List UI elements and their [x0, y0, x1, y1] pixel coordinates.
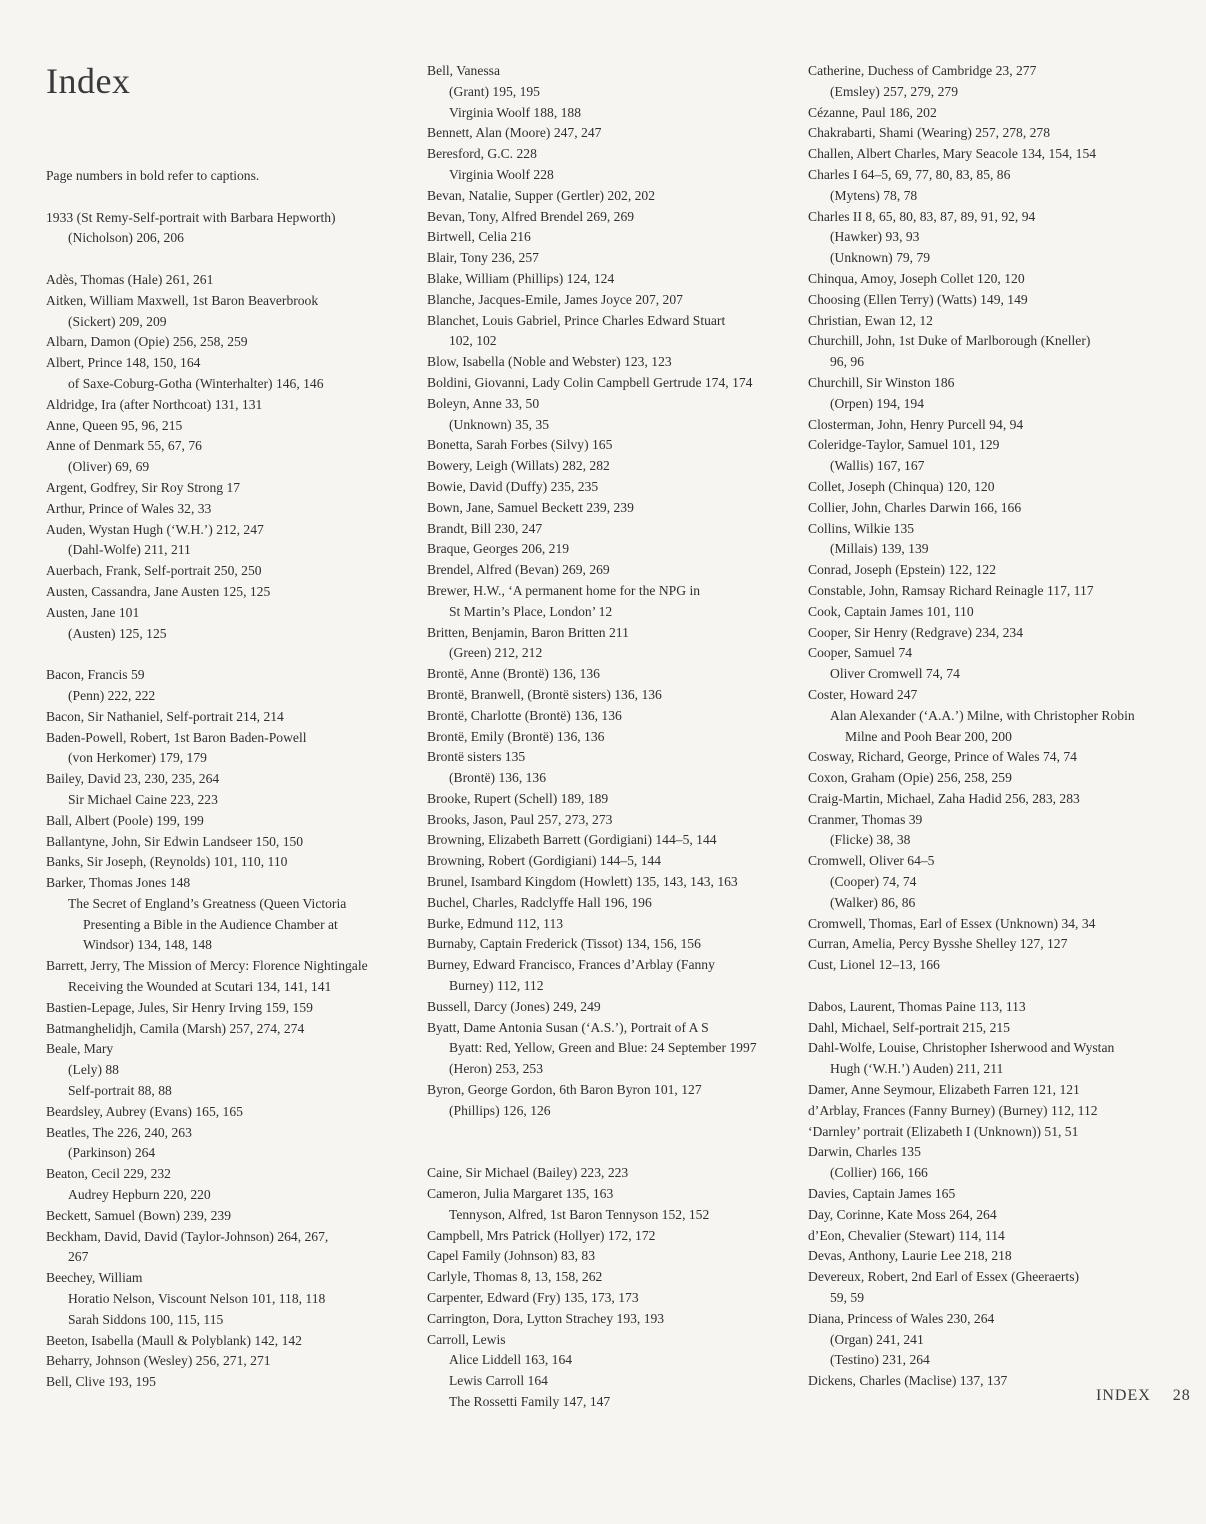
index-entry: Batmanghelidjh, Camila (Marsh) 257, 274, 274 — [46, 1020, 305, 1036]
index-column-3 — [808, 61, 1168, 1392]
index-entry: Boldini, Giovanni, Lady Colin Campbell Gertrude 174, 174 — [427, 374, 753, 390]
index-entry: Austen, Cassandra, Jane Austen 125, 125 — [46, 583, 271, 599]
index-subentry: Oliver Cromwell 74, 74 — [830, 666, 960, 682]
index-entry: Coster, Howard 247 — [808, 686, 918, 702]
index-column-1 — [46, 166, 406, 1393]
index-entry: Bailey, David 23, 230, 235, 264 — [46, 771, 220, 787]
index-entry: Bevan, Tony, Alfred Brendel 269, 269 — [427, 208, 635, 224]
index-subentry: (Cooper) 74, 74 — [830, 874, 917, 890]
index-entry: Bowery, Leigh (Willats) 282, 282 — [427, 458, 610, 474]
index-entry: Beresford, G.C. 228 — [427, 146, 537, 162]
index-entry: Charles II 8, 65, 80, 83, 87, 89, 91, 92, 94 — [808, 208, 1036, 224]
index-entry: Cézanne, Paul 186, 202 — [808, 104, 937, 120]
footer-label: INDEX — [1096, 1387, 1151, 1404]
index-entry: Brontë, Charlotte (Brontë) 136, 136 — [427, 707, 622, 723]
index-subentry: (von Herkomer) 179, 179 — [68, 750, 207, 766]
index-subentry: (Organ) 241, 241 — [830, 1331, 924, 1347]
index-entry: Burney, Edward Francisco, Frances d’Arblay (Fanny — [427, 957, 715, 973]
index-subentry: Burney) 112, 112 — [449, 978, 544, 994]
index-entry: Anne of Denmark 55, 67, 76 — [46, 438, 202, 454]
index-entry: Churchill, Sir Winston 186 — [808, 374, 955, 390]
index-entry: Byatt, Dame Antonia Susan (‘A.S.’), Portrait of A S — [427, 1019, 709, 1035]
index-subentry: 96, 96 — [830, 354, 864, 370]
index-entry: Arthur, Prince of Wales 32, 33 — [46, 500, 212, 516]
index-entry: Brontë sisters 135 — [427, 749, 526, 765]
index-subentry: Horatio Nelson, Viscount Nelson 101, 118, 118 — [68, 1291, 326, 1307]
index-entry: Bennett, Alan (Moore) 247, 247 — [427, 125, 602, 141]
index-subentry: Self-portrait 88, 88 — [68, 1083, 172, 1099]
index-spacer — [46, 249, 406, 270]
index-subentry: (Grant) 195, 195 — [449, 83, 540, 99]
index-subentry: (Parkinson) 264 — [68, 1145, 156, 1161]
page-number: 28 — [1172, 1387, 1191, 1404]
index-entry: Browning, Robert (Gordigiani) 144–5, 144 — [427, 853, 662, 869]
index-entry: Brendel, Alfred (Bevan) 269, 269 — [427, 562, 610, 578]
index-entry: Aldridge, Ira (after Northcoat) 131, 131 — [46, 396, 263, 412]
index-entry: Adès, Thomas (Hale) 261, 261 — [46, 271, 214, 287]
index-entry: Brooke, Rupert (Schell) 189, 189 — [427, 790, 609, 806]
index-entry: Damer, Anne Seymour, Elizabeth Farren 121, 121 — [808, 1082, 1080, 1098]
index-entry: Brontë, Branwell, (Brontë sisters) 136, 136 — [427, 686, 662, 702]
index-subentry: (Millais) 139, 139 — [830, 541, 929, 557]
index-entry: Chakrabarti, Shami (Wearing) 257, 278, 278 — [808, 125, 1051, 141]
index-entry: Carpenter, Edward (Fry) 135, 173, 173 — [427, 1290, 639, 1306]
index-spacer — [46, 187, 406, 208]
index-entry: Cromwell, Thomas, Earl of Essex (Unknown) 34, 34 — [808, 915, 1096, 931]
index-subentry: (Flicke) 38, 38 — [830, 832, 911, 848]
index-subentry: (Orpen) 194, 194 — [830, 395, 925, 411]
index-entry: Beale, Mary — [46, 1041, 114, 1057]
index-entry: Cameron, Julia Margaret 135, 163 — [427, 1186, 614, 1202]
index-entry: Beaton, Cecil 229, 232 — [46, 1166, 171, 1182]
index-entry: Bell, Vanessa — [427, 63, 500, 78]
index-subentry: 59, 59 — [830, 1290, 864, 1306]
index-subentry: Virginia Woolf 228 — [449, 166, 554, 182]
index-entry: Dahl-Wolfe, Louise, Christopher Isherwood and Wystan — [808, 1040, 1115, 1056]
index-entry: Boleyn, Anne 33, 50 — [427, 395, 540, 411]
index-subentry: (Emsley) 257, 279, 279 — [830, 83, 958, 99]
index-entry: Carrington, Dora, Lytton Strachey 193, 193 — [427, 1310, 665, 1326]
index-entry: Braque, Georges 206, 219 — [427, 541, 570, 557]
index-entry: Anne, Queen 95, 96, 215 — [46, 417, 183, 433]
index-entry: Curran, Amelia, Percy Bysshe Shelley 127, 127 — [808, 936, 1068, 952]
index-subentry: Virginia Woolf 188, 188 — [449, 104, 582, 120]
index-subentry: (Austen) 125, 125 — [68, 625, 167, 641]
index-entry: Coleridge-Taylor, Samuel 101, 129 — [808, 437, 1000, 453]
index-entry: Beckett, Samuel (Bown) 239, 239 — [46, 1207, 231, 1223]
index-entry: Aitken, William Maxwell, 1st Baron Beaverbrook — [46, 292, 319, 308]
index-entry: Coxon, Graham (Opie) 256, 258, 259 — [808, 770, 1012, 786]
index-entry: Bacon, Sir Nathaniel, Self-portrait 214, 214 — [46, 708, 284, 724]
index-entry: Beeton, Isabella (Maull & Polyblank) 142, 142 — [46, 1332, 302, 1348]
index-entry: Cromwell, Oliver 64–5 — [808, 853, 935, 869]
index-entry: Buchel, Charles, Radclyffe Hall 196, 196 — [427, 894, 652, 910]
index-subentry: (Hawker) 93, 93 — [830, 229, 920, 245]
index-entry: Burnaby, Captain Frederick (Tissot) 134, 156, 156 — [427, 936, 701, 952]
index-subentry: Byatt: Red, Yellow, Green and Blue: 24 September 1997 — [449, 1040, 757, 1056]
index-entry: Banks, Sir Joseph, (Reynolds) 101, 110, 110 — [46, 854, 288, 870]
index-entry: Collier, John, Charles Darwin 166, 166 — [808, 499, 1022, 515]
index-subentry: Tennyson, Alfred, 1st Baron Tennyson 152, 152 — [449, 1206, 710, 1222]
index-entry: Devereux, Robert, 2nd Earl of Essex (Gheeraerts) — [808, 1269, 1080, 1285]
index-spacer — [46, 644, 406, 665]
index-entry: Diana, Princess of Wales 230, 264 — [808, 1310, 995, 1326]
index-entry: Cook, Captain James 101, 110 — [808, 603, 974, 619]
index-subentry: (Mytens) 78, 78 — [830, 187, 918, 203]
index-entry: Austen, Jane 101 — [46, 604, 140, 620]
index-subentry: (Penn) 222, 222 — [68, 687, 156, 703]
index-entry: Byron, George Gordon, 6th Baron Byron 101, 127 — [427, 1082, 702, 1098]
index-entry: Albarn, Damon (Opie) 256, 258, 259 — [46, 334, 248, 350]
index-subentry: The Rossetti Family 147, 147 — [449, 1394, 611, 1409]
index-subentry: (Unknown) 35, 35 — [449, 416, 550, 432]
index-spacer — [427, 1122, 787, 1143]
index-entry: Brontë, Emily (Brontë) 136, 136 — [427, 728, 605, 744]
index-entry: Christian, Ewan 12, 12 — [808, 312, 933, 328]
index-subentry: (Dahl-Wolfe) 211, 211 — [68, 542, 191, 558]
index-entry: d’Eon, Chevalier (Stewart) 114, 114 — [808, 1227, 1005, 1243]
index-subentry: 267 — [68, 1249, 89, 1265]
index-entry: Browning, Elizabeth Barrett (Gordigiani) 144–5, 144 — [427, 832, 717, 848]
index-entry: Collins, Wilkie 135 — [808, 520, 915, 536]
index-entry: Dahl, Michael, Self-portrait 215, 215 — [808, 1019, 1010, 1035]
index-entry: Baden-Powell, Robert, 1st Baron Baden-Powell — [46, 729, 307, 745]
index-subentry: (Sickert) 209, 209 — [68, 313, 167, 329]
index-entry: Barker, Thomas Jones 148 — [46, 875, 191, 891]
index-entry: Beechey, William — [46, 1270, 143, 1286]
index-entry: Churchill, John, 1st Duke of Marlborough (Kneller) — [808, 333, 1091, 349]
index-entry: Bevan, Natalie, Supper (Gertler) 202, 202 — [427, 187, 656, 203]
index-entry: Choosing (Ellen Terry) (Watts) 149, 149 — [808, 291, 1028, 307]
index-entry: Cooper, Samuel 74 — [808, 645, 913, 661]
index-entry: Bown, Jane, Samuel Beckett 239, 239 — [427, 499, 634, 515]
index-entry: Birtwell, Celia 216 — [427, 229, 531, 245]
index-entry: Auden, Wystan Hugh (‘W.H.’) 212, 247 — [46, 521, 264, 537]
index-entry: Cooper, Sir Henry (Redgrave) 234, 234 — [808, 624, 1024, 640]
index-entry: Carroll, Lewis — [427, 1331, 506, 1347]
index-subentry: (Lely) 88 — [68, 1062, 119, 1078]
index-entry: Carlyle, Thomas 8, 13, 158, 262 — [427, 1269, 603, 1285]
index-entry: Cranmer, Thomas 39 — [808, 811, 923, 827]
index-subentry: (Testino) 231, 264 — [830, 1352, 930, 1368]
index-entry: Bell, Clive 193, 195 — [46, 1374, 156, 1390]
index-entry: Capel Family (Johnson) 83, 83 — [427, 1248, 596, 1264]
index-entry: Dickens, Charles (Maclise) 137, 137 — [808, 1373, 1008, 1389]
index-entry: Ball, Albert (Poole) 199, 199 — [46, 812, 204, 828]
index-subentry: (Phillips) 126, 126 — [449, 1102, 551, 1118]
index-entry: Barrett, Jerry, The Mission of Mercy: Florence Nightingale — [46, 958, 368, 974]
index-entry: Catherine, Duchess of Cambridge 23, 277 — [808, 63, 1037, 78]
index-entry: Bonetta, Sarah Forbes (Silvy) 165 — [427, 437, 613, 453]
index-entry: Britten, Benjamin, Baron Britten 211 — [427, 624, 629, 640]
index-subentry: of Saxe-Coburg-Gotha (Winterhalter) 146, 146 — [68, 375, 324, 391]
index-entry: Albert, Prince 148, 150, 164 — [46, 355, 201, 371]
page-title: Index — [46, 61, 131, 101]
index-subentry: (Brontë) 136, 136 — [449, 770, 547, 786]
index-entry: 1933 (St Remy-Self-portrait with Barbara Hepworth) — [46, 209, 336, 225]
index-entry: Blair, Tony 236, 257 — [427, 250, 539, 266]
index-entry: Challen, Albert Charles, Mary Seacole 134, 154, 154 — [808, 146, 1097, 162]
index-entry: Beardsley, Aubrey (Evans) 165, 165 — [46, 1103, 243, 1119]
index-entry: Bacon, Francis 59 — [46, 667, 145, 683]
index-spacer — [808, 976, 1168, 997]
index-subentry: (Collier) 166, 166 — [830, 1165, 928, 1181]
index-entry: Charles I 64–5, 69, 77, 80, 83, 85, 86 — [808, 166, 1011, 182]
index-entry: Cosway, Richard, George, Prince of Wales 74, 74 — [808, 749, 1077, 765]
index-entry: Brunel, Isambard Kingdom (Howlett) 135, 143, 143, 163 — [427, 874, 738, 890]
index-subentry: (Wallis) 167, 167 — [830, 458, 925, 474]
index-subentry: 102, 102 — [449, 333, 497, 349]
index-subentry: Windsor) 134, 148, 148 — [83, 937, 212, 953]
index-entry: Brewer, H.W., ‘A permanent home for the NPG in — [427, 582, 701, 598]
index-entry: Brooks, Jason, Paul 257, 273, 273 — [427, 811, 613, 827]
index-subentry: Presenting a Bible in the Audience Chamber at — [83, 916, 338, 932]
index-entry: Devas, Anthony, Laurie Lee 218, 218 — [808, 1248, 1012, 1264]
index-entry: Blanche, Jacques-Emile, James Joyce 207, 207 — [427, 291, 683, 307]
index-entry: Closterman, John, Henry Purcell 94, 94 — [808, 416, 1024, 432]
index-entry: d’Arblay, Frances (Fanny Burney) (Burney) 112, 112 — [808, 1102, 1098, 1118]
index-subentry: (Nicholson) 206, 206 — [68, 230, 184, 246]
index-subentry: Alan Alexander (‘A.A.’) Milne, with Christopher Robin — [830, 707, 1135, 723]
index-entry: Davies, Captain James 165 — [808, 1186, 956, 1202]
index-entry: Bussell, Darcy (Jones) 249, 249 — [427, 998, 601, 1014]
index-entry: Caine, Sir Michael (Bailey) 223, 223 — [427, 1165, 629, 1181]
index-entry: Dabos, Laurent, Thomas Paine 113, 113 — [808, 998, 1026, 1014]
index-subentry: (Oliver) 69, 69 — [68, 459, 150, 475]
index-entry: Blake, William (Phillips) 124, 124 — [427, 270, 615, 286]
index-column-2 — [427, 61, 787, 1413]
index-subentry: Lewis Carroll 164 — [449, 1373, 548, 1389]
index-entry: Beatles, The 226, 240, 263 — [46, 1124, 192, 1140]
index-entry: Beharry, Johnson (Wesley) 256, 271, 271 — [46, 1353, 271, 1369]
index-entry: Ballantyne, John, Sir Edwin Landseer 150, 150 — [46, 833, 304, 849]
index-subentry: Milne and Pooh Bear 200, 200 — [845, 728, 1012, 744]
index-entry: Auerbach, Frank, Self-portrait 250, 250 — [46, 563, 262, 579]
index-entry: Argent, Godfrey, Sir Roy Strong 17 — [46, 479, 241, 495]
index-entry: Blow, Isabella (Noble and Webster) 123, 123 — [427, 354, 672, 370]
index-entry: Burke, Edmund 112, 113 — [427, 915, 564, 931]
index-subentry: Receiving the Wounded at Scutari 134, 141, 141 — [68, 979, 332, 995]
index-entry: Darwin, Charles 135 — [808, 1144, 921, 1160]
index-entry: ‘Darnley’ portrait (Elizabeth I (Unknown)) 51, 51 — [808, 1123, 1079, 1139]
index-subentry: St Martin’s Place, London’ 12 — [449, 603, 613, 619]
index-entry: Page numbers in bold refer to captions. — [46, 168, 260, 183]
index-subentry: Alice Liddell 163, 164 — [449, 1352, 573, 1368]
index-subentry: (Walker) 86, 86 — [830, 894, 916, 910]
index-subentry: (Heron) 253, 253 — [449, 1061, 544, 1077]
index-entry: Cust, Lionel 12–13, 166 — [808, 957, 940, 973]
index-entry: Conrad, Joseph (Epstein) 122, 122 — [808, 562, 997, 578]
index-entry: Brontë, Anne (Brontë) 136, 136 — [427, 666, 600, 682]
index-entry: Blanchet, Louis Gabriel, Prince Charles Edward Stuart — [427, 312, 726, 328]
index-entry: Bowie, David (Duffy) 235, 235 — [427, 478, 599, 494]
index-entry: Campbell, Mrs Patrick (Hollyer) 172, 172 — [427, 1227, 656, 1243]
index-entry: Collet, Joseph (Chinqua) 120, 120 — [808, 478, 995, 494]
index-subentry: (Unknown) 79, 79 — [830, 250, 931, 266]
index-subentry: Sir Michael Caine 223, 223 — [68, 791, 218, 807]
index-subentry: Audrey Hepburn 220, 220 — [68, 1187, 211, 1203]
index-subentry: Hugh (‘W.H.’) Auden) 211, 211 — [830, 1061, 1004, 1077]
index-entry: Brandt, Bill 230, 247 — [427, 520, 543, 536]
index-subentry: (Green) 212, 212 — [449, 645, 543, 661]
index-entry: Chinqua, Amoy, Joseph Collet 120, 120 — [808, 270, 1025, 286]
index-entry: Day, Corinne, Kate Moss 264, 264 — [808, 1206, 997, 1222]
index-entry: Constable, John, Ramsay Richard Reinagle 117, 117 — [808, 582, 1094, 598]
index-subentry: The Secret of England’s Greatness (Queen Victoria — [68, 895, 347, 911]
index-entry: Bastien-Lepage, Jules, Sir Henry Irving 159, 159 — [46, 999, 313, 1015]
index-entry: Craig-Martin, Michael, Zaha Hadid 256, 283, 283 — [808, 790, 1080, 806]
running-footer — [1096, 1387, 1191, 1405]
index-subentry: Sarah Siddons 100, 115, 115 — [68, 1311, 224, 1327]
index-spacer — [427, 1142, 787, 1163]
index-entry: Beckham, David, David (Taylor-Johnson) 264, 267, — [46, 1228, 329, 1244]
